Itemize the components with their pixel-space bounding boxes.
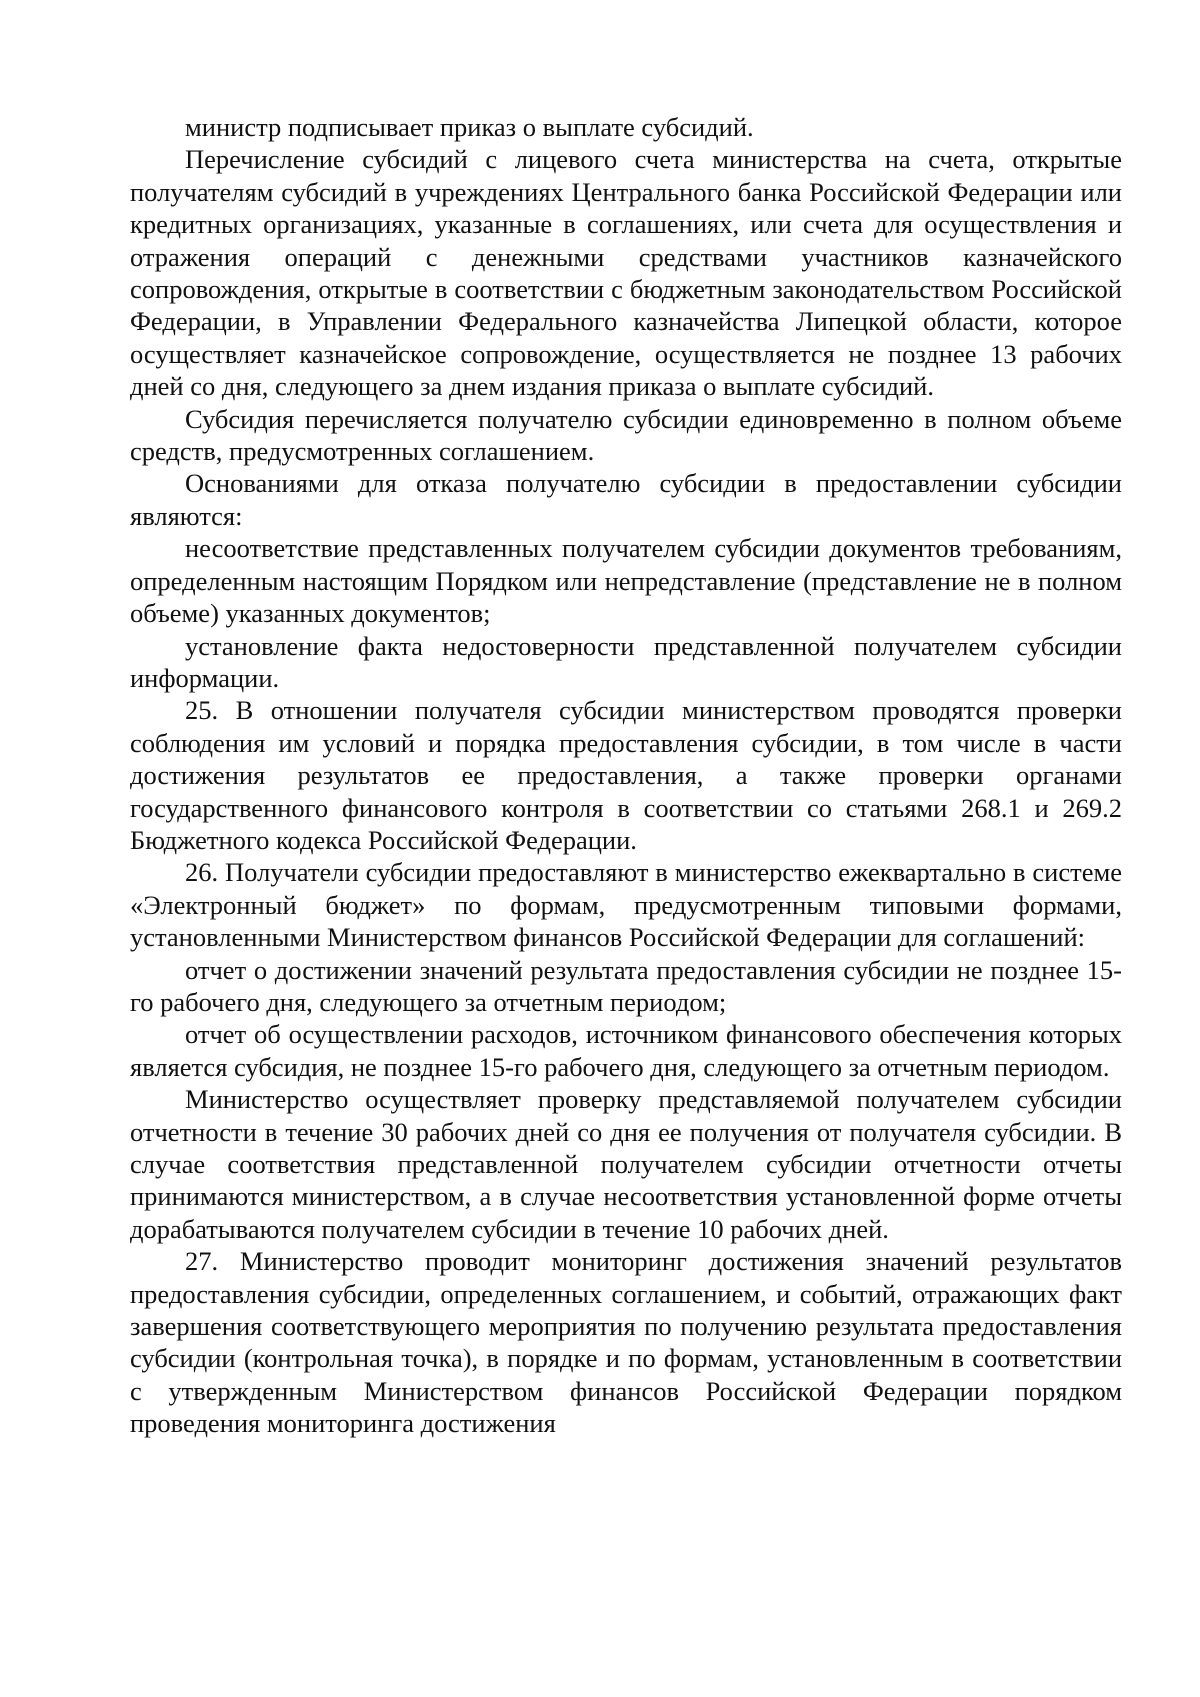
paragraph-transfer: Перечисление субсидий с лицевого счета министерства на счета, открытые получателям субсидий в учреждениях Центрального банка Российской Федерации или кредитных организациях, указанные в соглашениях, или счета для осуществления и отражения операций с денежными средствами участников казначейского сопровождения, открытые в соответствии с бюджетным законодательством Российской Федерации, в Управлении Федерального казначейства Липецкой области, которое осуществляет казначейское сопровождение, осуществляется не позднее 13 рабочих дней со дня, следующего за днем издания приказа о выплате субсидий. (130, 144, 1122, 402)
paragraph-intro: министр подписывает приказ о выплате субсидий. (185, 112, 754, 142)
paragraph-ministry-check: Министерство осуществляет проверку представляемой получателем субсидии отчетности в течение 30 рабочих дней со дня ее получения от получателя субсидии. В случае соответствия представленной получателем субсидии отчетности отчеты принимаются министерством, а в случае несоответствия установленной форме отчеты дорабатываются получателем субсидии в течение 10 рабочих дней. (130, 1084, 1122, 1244)
paragraph-ground-unreliable: установление факта недостоверности представленной получателем субсидии информации. (130, 630, 1122, 693)
paragraph-report-expenses: отчет об осуществлении расходов, источником финансового обеспечения которых является субсидия, не позднее 15-го рабочего дня, следующего за отчетным периодом. (130, 1019, 1122, 1082)
paragraph-ground-mismatch: несоответствие представленных получателем субсидии документов требованиям, определенным настоящим Порядком или непредставление (представление не в полном объеме) указанных документов; (130, 533, 1122, 629)
paragraph-report-results: отчет о достижении значений результата предоставления субсидии не позднее 15-го рабочего дня, следующего за отчетным периодом; (130, 954, 1122, 1017)
paragraph-item-25: 25. В отношении получателя субсидии министерством проводятся проверки соблюдения им условий и порядка предоставления субсидии, в том числе в части достижения результатов ее предоставления, а также проверки органами государственного финансового контроля в соответствии со статьями 268.1 и 269.2 Бюджетного кодекса Российской Федерации. (130, 695, 1122, 855)
paragraph-item-27: 27. Министерство проводит мониторинг достижения значений результатов предоставления субсидии, определенных соглашением, и событий, отражающих факт завершения соответствующего мероприятия по получению результата предоставления субсидии (контрольная точка), в порядке и по формам, установленным в соответствии с утвержденным Министерством финансов Российской Федерации порядком проведения мониторинга достижения (130, 1246, 1122, 1439)
paragraph-lump-sum: Субсидия перечисляется получателю субсидии единовременно в полном объеме средств, предусмотренных соглашением. (130, 403, 1122, 467)
paragraph-item-26: 26. Получатели субсидии предоставляют в министерство ежеквартально в системе «Электронный бюджет» по формам, предусмотренным типовыми формами, установленными Министерством финансов Российской Федерации для соглашений: (130, 857, 1122, 953)
paragraph-refusal-grounds: Основаниями для отказа получателю субсидии в предоставлении субсидии являются: (130, 468, 1122, 531)
document-page (130, 111, 1122, 1440)
